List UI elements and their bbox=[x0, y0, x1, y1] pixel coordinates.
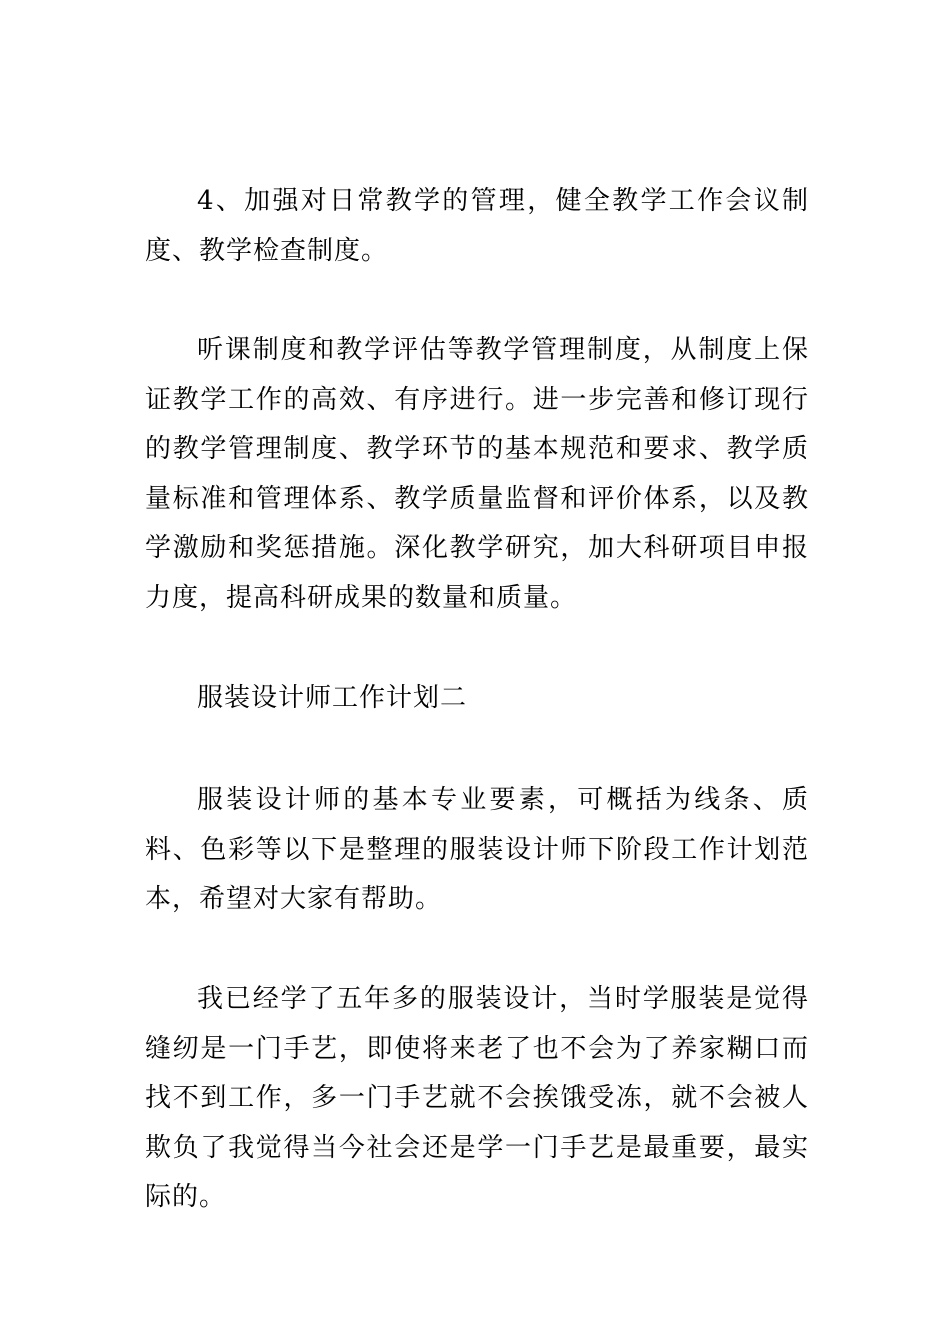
paragraph-designer-intro: 服装设计师的基本专业要素，可概括为线条、质料、色彩等以下是整理的服装设计师下阶段工作计划范本，希望对大家有帮助。 bbox=[145, 785, 809, 914]
paragraph-management-system: 听课制度和教学评估等教学管理制度，从制度上保证教学工作的高效、有序进行。进一步完善和修订现行的教学管理制度、教学环节的基本规范和要求、教学质量标准和管理体系、教学质量监督和评价体系，以及教学激励和奖惩措施。深化教学研究，加大科研项目申报力度，提高科研成果的数量和质量。 bbox=[145, 335, 809, 613]
paragraph-personal-experience: 我已经学了五年多的服装设计，当时学服装是觉得缝纫是一门手艺，即使将来老了也不会为了养家糊口而找不到工作，多一门手艺就不会挨饿受冻，就不会被人欺负了我觉得当今社会还是学一门手艺是最重要，最实际的。 bbox=[145, 984, 809, 1212]
section-heading: 服装设计师工作计划二 bbox=[197, 683, 468, 713]
paragraph-teaching-management: 4、加强对日常教学的管理，健全教学工作会议制度、教学检查制度。 bbox=[145, 186, 809, 266]
